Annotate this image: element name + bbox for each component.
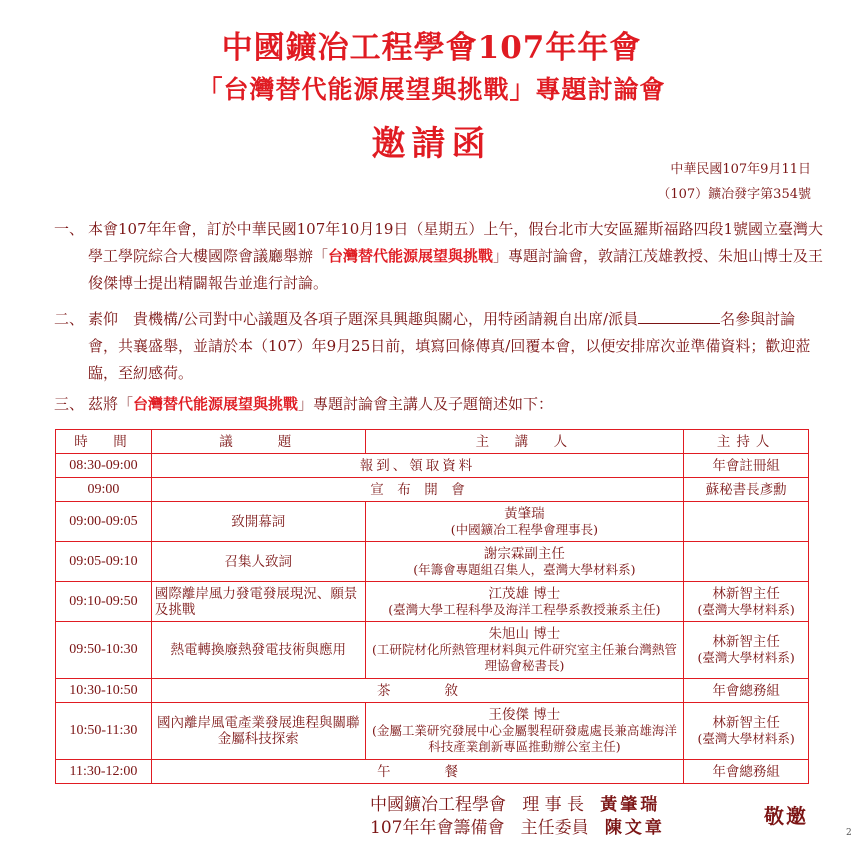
paragraph-number: 三、 — [54, 395, 85, 413]
speaker-affiliation: (中國鑛冶工程學會理事長) — [450, 521, 599, 537]
speaker-affiliation: (工研院材化所熱管理材料與元件研究室主任兼台灣熱管理協會秘書長) — [371, 642, 677, 673]
speaker-name: 黃肇瑞 — [504, 505, 545, 522]
issue-date: 中華民國107年9月11日 — [670, 162, 811, 177]
paragraph-2 — [54, 306, 824, 387]
row-speaker — [365, 703, 684, 760]
paragraph-text: 茲將「 — [88, 395, 134, 413]
schedule-table — [55, 429, 809, 784]
signature-role: 理 事 長 — [522, 795, 585, 815]
document-type: 邀請函 — [371, 124, 492, 164]
signature-line-1 — [370, 790, 660, 815]
speaker-affiliation: (臺灣大學工程科學及海洋工程學系教授兼系主任) — [388, 601, 661, 617]
row-time: 08:30-09:00 — [56, 454, 152, 478]
host-affiliation: (臺灣大學材料系) — [697, 601, 795, 617]
row-speaker — [365, 622, 684, 679]
host-affiliation: (臺灣大學材料系) — [697, 731, 795, 746]
table-row — [56, 582, 809, 622]
table-row — [56, 622, 809, 679]
paragraph-text: 」專題討論會，敦請江茂雄教授、朱旭山博士及王俊傑博士提出精闢報告並進行討論。 — [88, 247, 824, 292]
document-subtitle: 「台灣替代能源展望與挑戰」專題討論會 — [197, 75, 666, 104]
row-host — [684, 622, 809, 679]
row-speaker — [365, 582, 684, 622]
host-name: 林新智主任 — [712, 634, 780, 650]
paragraph-number: 二、 — [54, 310, 85, 328]
signature-line-2 — [370, 813, 665, 838]
row-time: 09:05-09:10 — [56, 542, 152, 582]
table-row — [56, 760, 809, 784]
row-host — [684, 582, 809, 622]
speaker-affiliation: (年籌會專題組召集人，臺灣大學材料系) — [413, 561, 636, 577]
speaker-name: 謝宗霖副主任 — [483, 545, 565, 562]
speaker-name: 朱旭山 博士 — [488, 626, 561, 642]
document-number: （107）鑛冶發字第354號 — [657, 187, 811, 202]
speaker-affiliation: (金屬工業研究發展中心金屬製程研發處處長兼高雄海洋科技產業創新專區推動辦公室主任) — [371, 723, 677, 754]
header-host: 主持人 — [684, 430, 809, 454]
row-topic: 熱電轉換廢熱發電技術與應用 — [151, 622, 365, 679]
attendee-count-blank[interactable] — [638, 310, 720, 324]
row-merged: 報到、領取資料 — [151, 454, 683, 478]
row-host: 年會註冊組 — [684, 454, 809, 478]
header-time: 時 間 — [56, 430, 152, 454]
signature-name: 陳文章 — [604, 818, 665, 838]
row-time: 10:50-11:30 — [56, 703, 152, 760]
page-number: 2 — [846, 828, 852, 838]
paragraph-text: 素仰 貴機構/公司對中心議題及各項子題深具興趣與關心，用特函請親自出席/派員 — [88, 310, 639, 328]
host-name: 林新智主任 — [712, 585, 780, 602]
table-header-row — [56, 430, 809, 454]
row-host — [684, 502, 809, 542]
row-time: 11:30-12:00 — [56, 760, 152, 784]
table-row — [56, 679, 809, 703]
signature-org: 107年年會籌備會 — [370, 818, 505, 838]
closing-salutation: 敬邀 — [764, 804, 808, 828]
row-topic: 召集人致詞 — [151, 542, 365, 582]
row-speaker — [365, 502, 684, 542]
highlight-text: 台灣替代能源展望與挑戰 — [328, 247, 494, 265]
row-merged: 茶 敘 — [151, 679, 683, 703]
paragraph-text: 」專題討論會主講人及子題簡述如下： — [298, 395, 554, 413]
header-topic: 議 題 — [151, 430, 365, 454]
row-merged: 午 餐 — [151, 760, 683, 784]
paragraph-3 — [54, 391, 824, 418]
paragraph-text: 名參與討論會，共襄盛舉，並請於本（107）年9月25日前，填寫回條傳真/回覆本會，以便安排席次並準備資料；歡迎蒞臨，至紉感荷。 — [88, 310, 811, 382]
signature-name: 黃肇瑞 — [600, 795, 661, 815]
row-topic: 國際離岸風力發電發展現況、願景及挑戰 — [151, 582, 365, 622]
speaker-name: 江茂雄 博士 — [488, 585, 561, 602]
document-title: 中國鑛冶工程學會107年年會 — [221, 30, 642, 66]
table-row — [56, 478, 809, 502]
table-row — [56, 542, 809, 582]
table-row — [56, 502, 809, 542]
row-speaker — [365, 542, 684, 582]
header-speaker: 主 講 人 — [365, 430, 684, 454]
row-time: 09:00-09:05 — [56, 502, 152, 542]
row-time: 09:50-10:30 — [56, 622, 152, 679]
row-host: 蘇秘書長彥勳 — [684, 478, 809, 502]
signature-role: 主任委員 — [520, 818, 589, 838]
signature-org: 中國鑛冶工程學會 — [370, 795, 506, 815]
row-host — [684, 542, 809, 582]
row-time: 10:30-10:50 — [56, 679, 152, 703]
paragraph-text: 本會107年年會，訂於中華民國107年10月19日（星期五）上午，假台北市大安區羅斯福路四段1號國立臺灣大學工學院綜合大樓國際會議廳舉辦「 — [88, 220, 823, 265]
row-time: 09:10-09:50 — [56, 582, 152, 622]
row-host: 年會總務組 — [684, 679, 809, 703]
row-topic: 國內離岸風電產業發展進程與關聯金屬科技探索 — [151, 703, 365, 760]
host-affiliation: (臺灣大學材料系) — [697, 650, 795, 665]
host-name: 林新智主任 — [712, 715, 780, 731]
speaker-name: 王俊傑 博士 — [488, 707, 561, 723]
row-host — [684, 703, 809, 760]
row-time: 09:00 — [56, 478, 152, 502]
paragraph-1 — [54, 216, 824, 297]
row-host: 年會總務組 — [684, 760, 809, 784]
paragraph-number: 一、 — [54, 220, 85, 238]
table-row — [56, 703, 809, 760]
row-topic: 致開幕詞 — [151, 502, 365, 542]
table-row — [56, 454, 809, 478]
highlight-text: 台灣替代能源展望與挑戰 — [133, 395, 299, 413]
row-merged: 宣 布 開 會 — [151, 478, 683, 502]
